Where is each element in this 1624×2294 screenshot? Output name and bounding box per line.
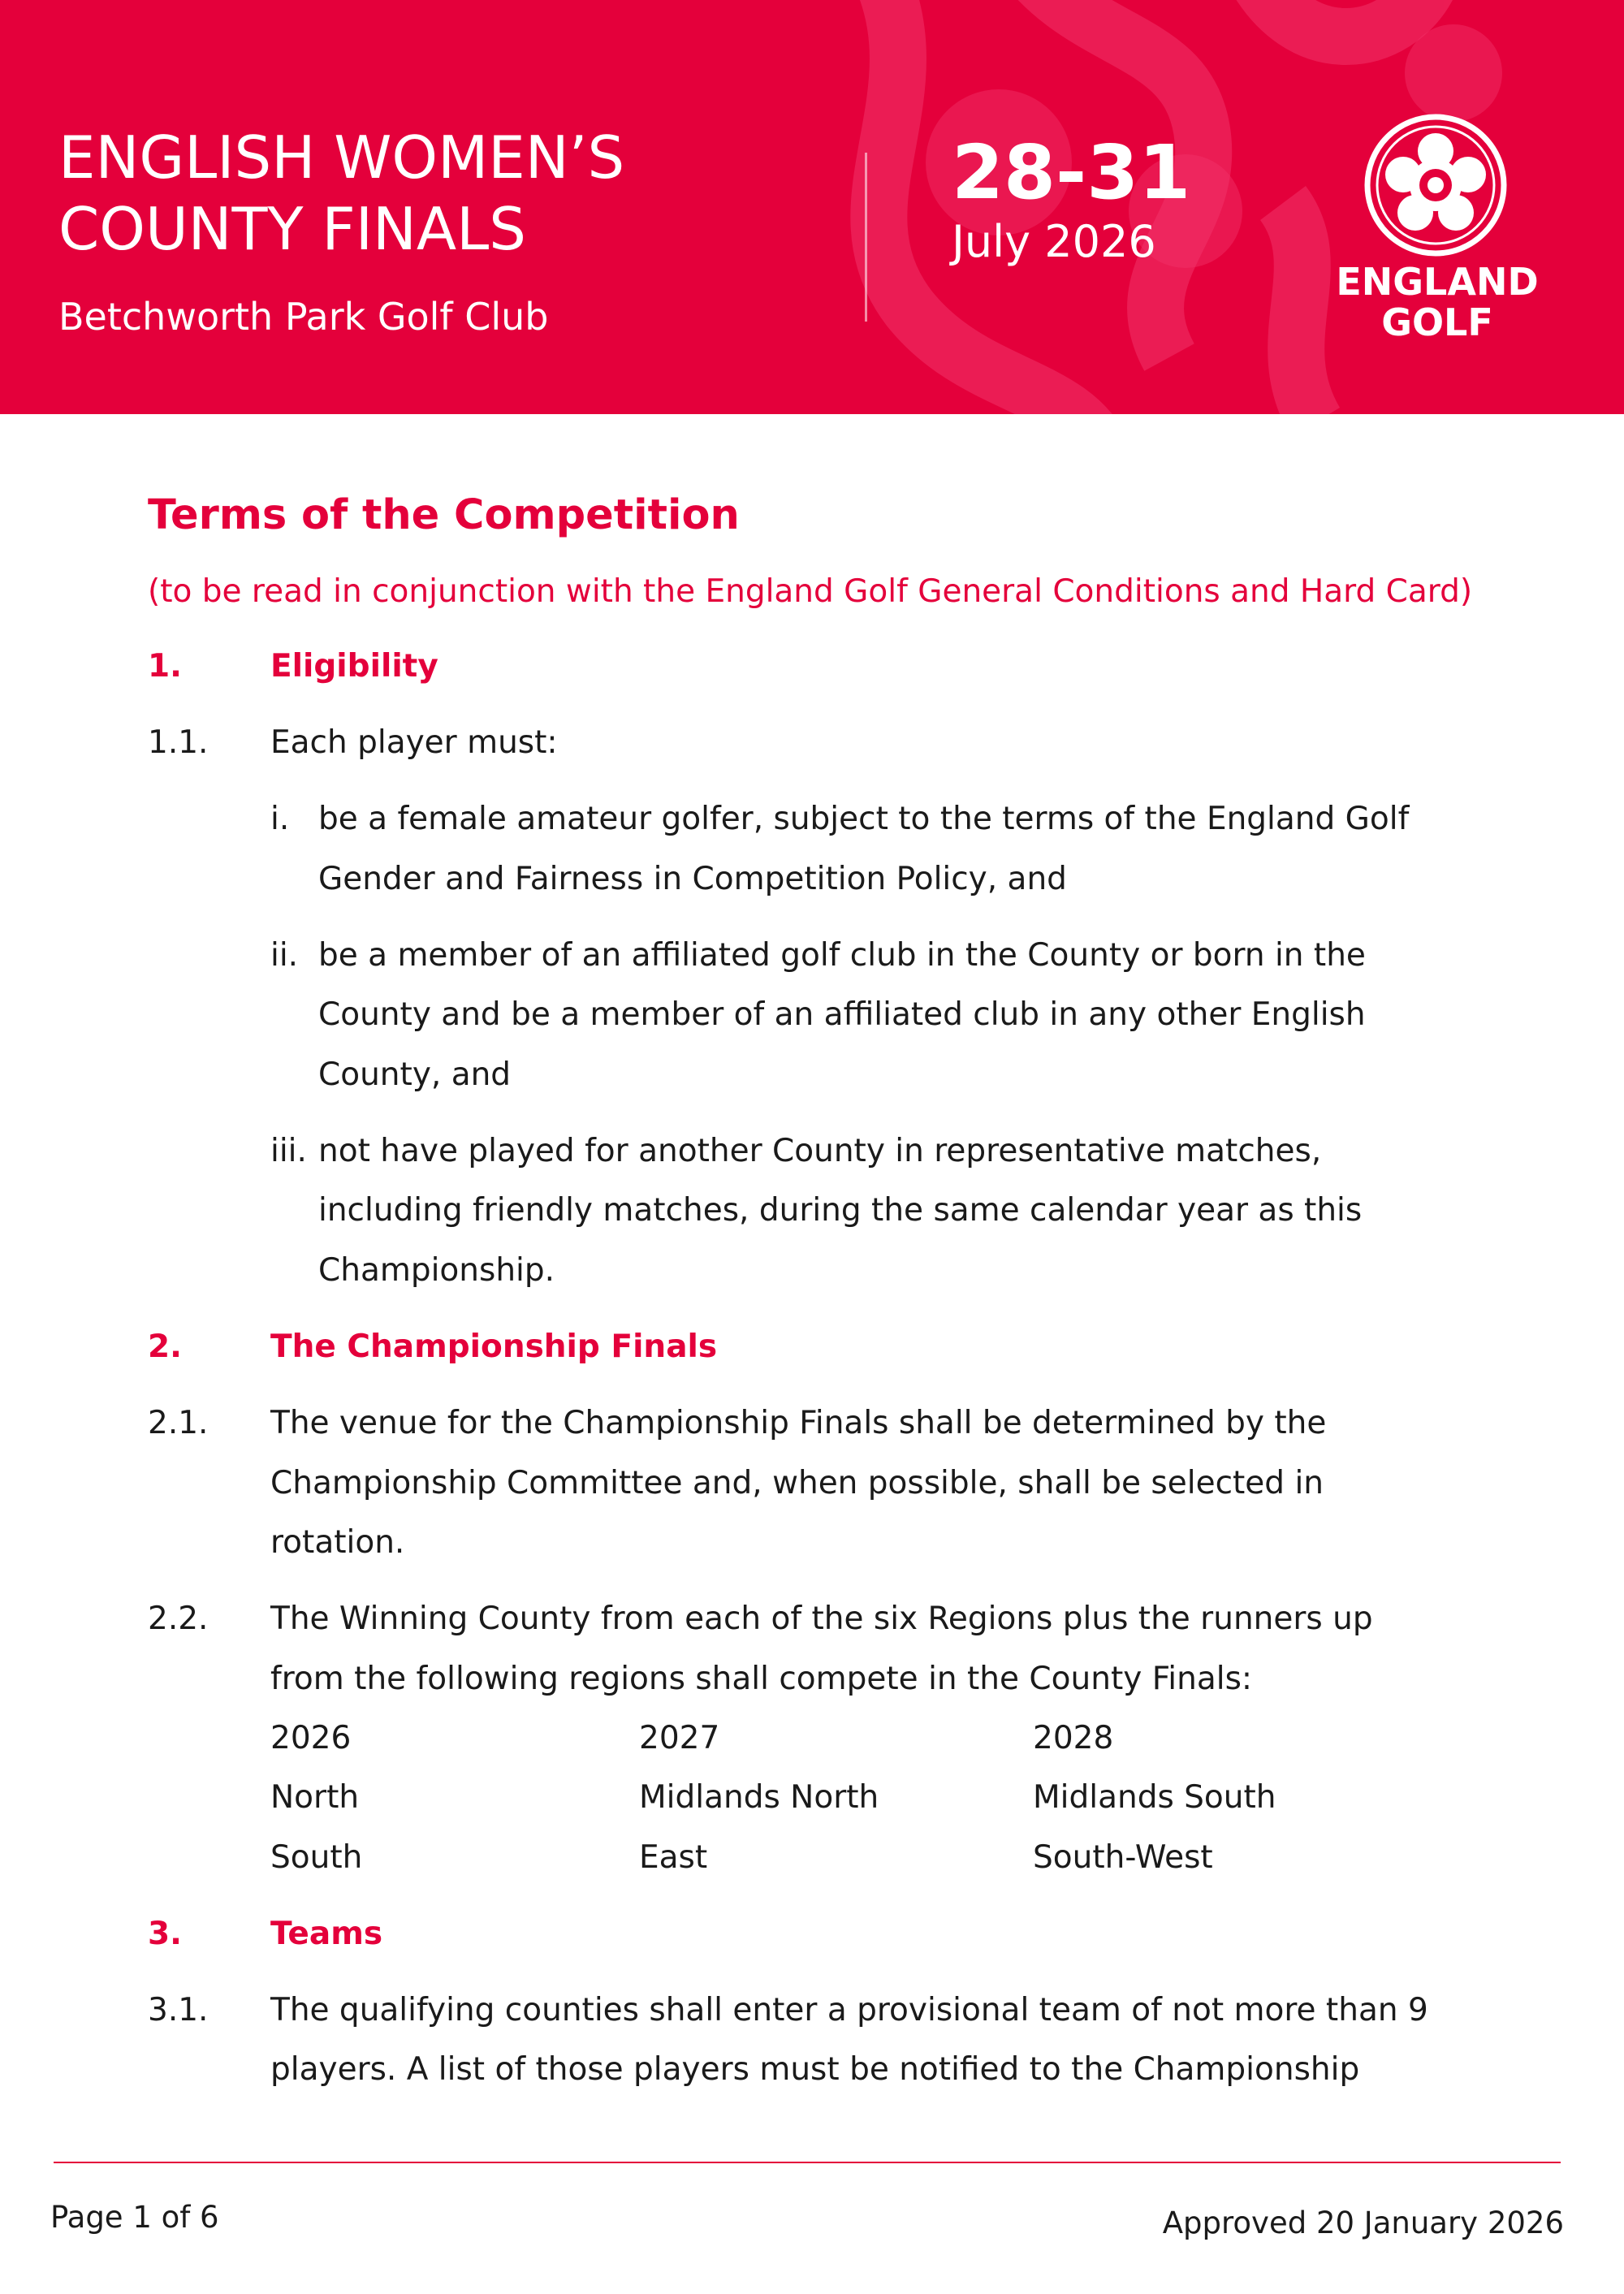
- table-cell: Midlands North: [639, 1779, 879, 1816]
- clause-2-2-line1: The Winning County from each of the six Regions plus the runners up: [270, 1601, 1373, 1637]
- table-header-2028: 2028: [1033, 1720, 1114, 1756]
- clause-3-1-line1: The qualifying counties shall enter a provisional team of not more than 9: [270, 1992, 1428, 2028]
- list-item-i-line2: Gender and Fairness in Competition Policy, and: [318, 861, 1067, 897]
- event-venue: Betchworth Park Golf Club: [58, 295, 549, 339]
- list-marker-iii: iii.: [270, 1133, 307, 1169]
- event-title-line1: ENGLISH WOMEN’S: [58, 123, 625, 192]
- list-item-ii-line1: be a member of an affiliated golf club in the County or born in the: [318, 937, 1366, 974]
- approval-date: Approved 20 January 2026: [1162, 2205, 1564, 2240]
- list-item-iii-line3: Championship.: [318, 1252, 555, 1289]
- section-1-number: 1.: [148, 648, 182, 685]
- event-title: [58, 122, 624, 265]
- list-item-i-line1: be a female amateur golfer, subject to the terms of the England Golf: [318, 801, 1410, 837]
- header-banner: [0, 0, 1624, 414]
- table-cell: East: [639, 1839, 708, 1876]
- table-cell: South: [270, 1839, 363, 1876]
- clause-3-1-line2: players. A list of those players must be notified to the Championship: [270, 2051, 1360, 2088]
- footer-divider: [54, 2162, 1561, 2163]
- clause-2-2-line2: from the following regions shall compete in the County Finals:: [270, 1661, 1253, 1697]
- logo-line2: GOLF: [1381, 300, 1493, 344]
- table-cell: Midlands South: [1033, 1779, 1276, 1816]
- list-item-iii-line2: including friendly matches, during the same calendar year as this: [318, 1192, 1363, 1229]
- event-month: July 2026: [952, 216, 1156, 267]
- page-number: Page 1 of 6: [50, 2200, 219, 2235]
- section-3-title: Teams: [270, 1916, 383, 1952]
- clause-2-1-line3: rotation.: [270, 1524, 405, 1561]
- section-2-number: 2.: [148, 1328, 182, 1365]
- clause-1-1-text: Each player must:: [270, 724, 558, 761]
- clause-2-2-number: 2.2.: [148, 1601, 209, 1637]
- section-3-number: 3.: [148, 1916, 182, 1952]
- clause-3-1-number: 3.1.: [148, 1992, 209, 2028]
- clause-2-1-line2: Championship Committee and, when possible, shall be selected in: [270, 1465, 1324, 1501]
- england-golf-rose-icon: [1363, 112, 1509, 258]
- england-golf-logo-text: [1332, 261, 1543, 343]
- page-title: Terms of the Competition: [148, 491, 740, 539]
- header-divider: [865, 153, 867, 322]
- logo-line1: ENGLAND: [1336, 260, 1539, 304]
- table-cell: South-West: [1033, 1839, 1213, 1876]
- clause-2-1-number: 2.1.: [148, 1405, 209, 1441]
- table-header-2026: 2026: [270, 1720, 352, 1756]
- event-dates: 28-31: [952, 129, 1191, 216]
- clause-2-1-line1: The venue for the Championship Finals shall be determined by the: [270, 1405, 1327, 1441]
- section-2-title: The Championship Finals: [270, 1328, 718, 1365]
- clause-1-1-number: 1.1.: [148, 724, 209, 761]
- list-item-iii-line1: not have played for another County in representative matches,: [318, 1133, 1322, 1169]
- event-title-line2: COUNTY FINALS: [58, 195, 526, 263]
- list-marker-ii: ii.: [270, 937, 299, 974]
- list-marker-i: i.: [270, 801, 290, 837]
- list-item-ii-line2: County and be a member of an affiliated club in any other English: [318, 996, 1366, 1033]
- section-1-title: Eligibility: [270, 648, 438, 685]
- list-item-ii-line3: County, and: [318, 1056, 512, 1093]
- table-cell: North: [270, 1779, 360, 1816]
- page-subtitle: (to be read in conjunction with the England Golf General Conditions and Hard Card): [148, 573, 1473, 610]
- table-header-2027: 2027: [639, 1720, 720, 1756]
